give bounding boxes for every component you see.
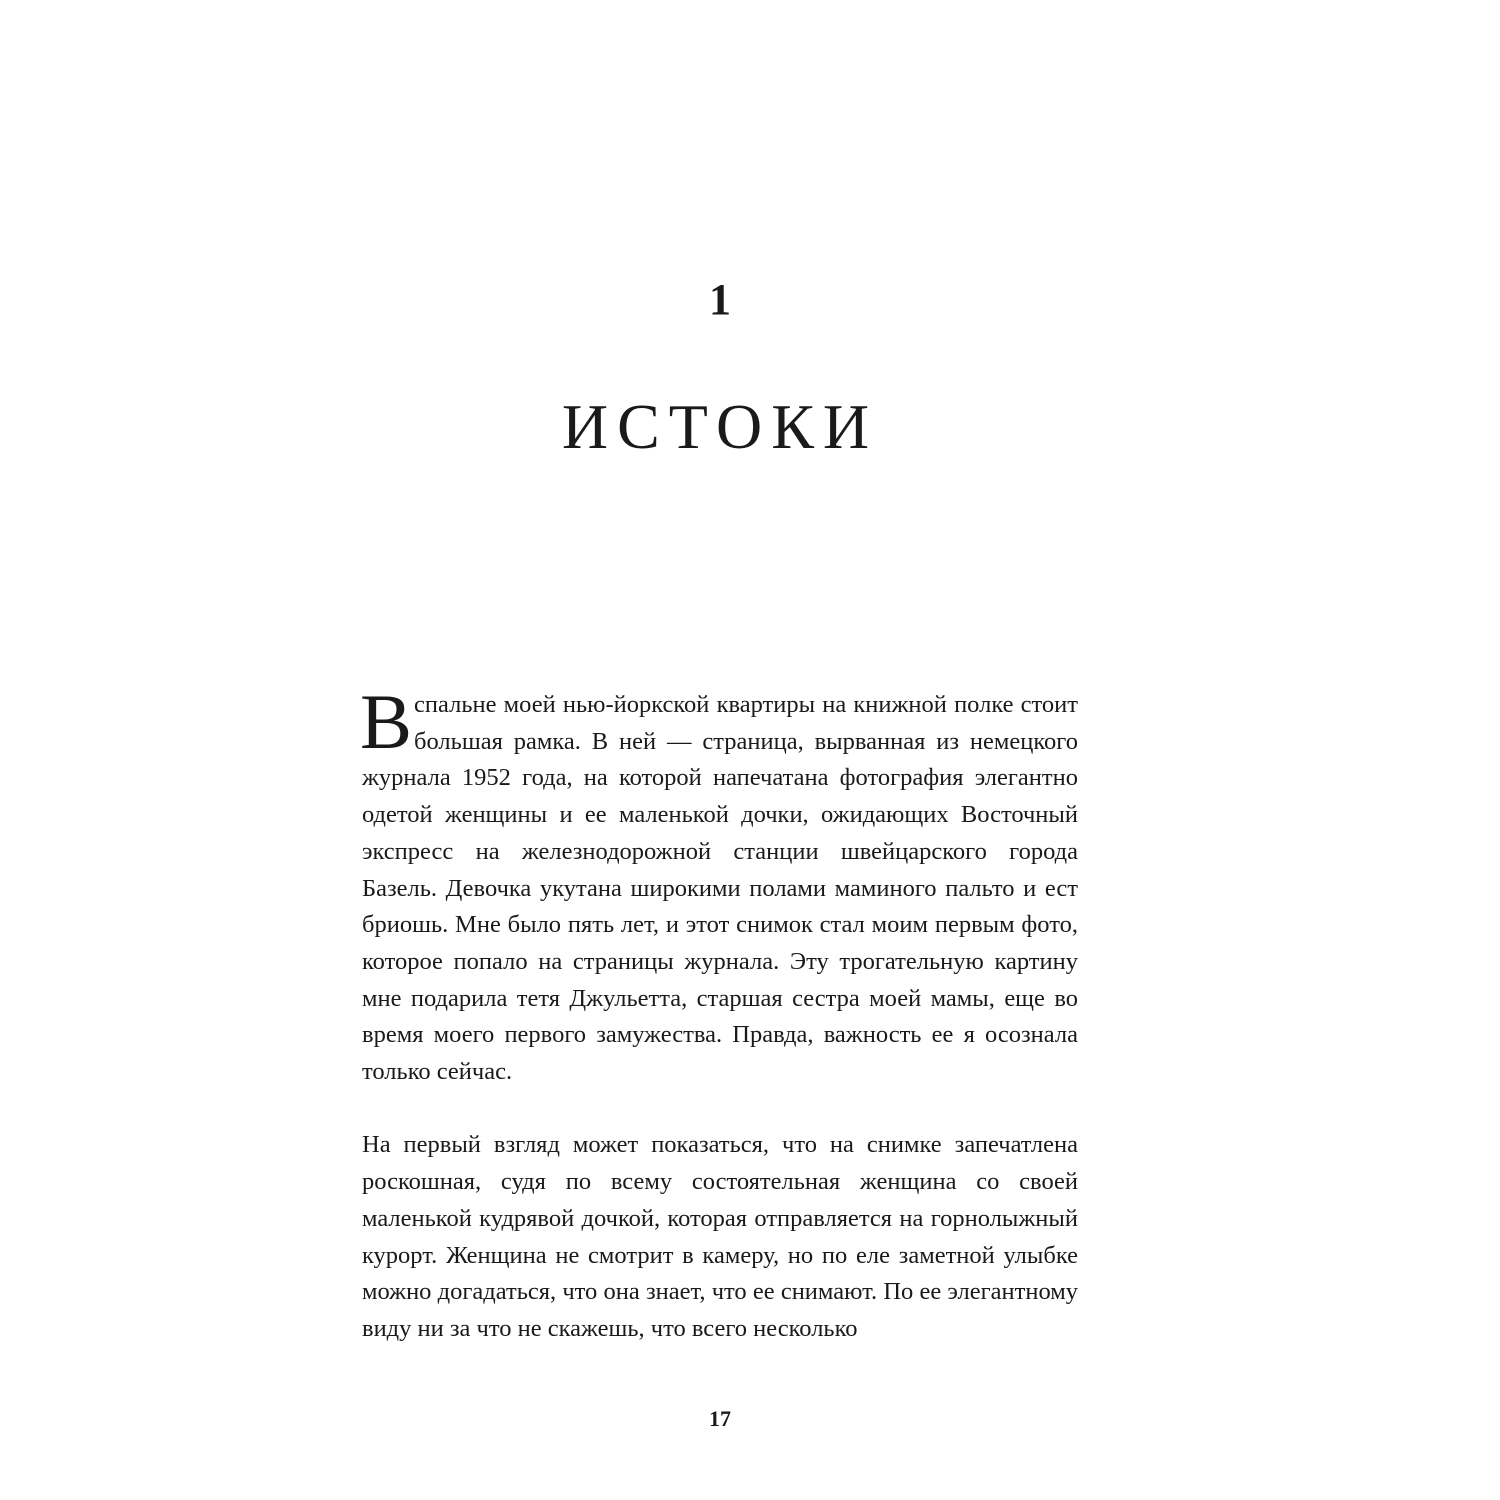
paragraph-2-text: На первый взгляд может показаться, что на снимке запечатлена роскошная, судя по всему состоятельная женщина со своей маленькой кудрявой дочкой, которая отправляется на горнолыжный курорт. Женщина не смотрит в камеру, но по еле заметной улыбке можно догадаться, что она знает, что ее снимают. По ее элегантному виду ни за что не скажешь, что всего несколько [362,1131,1078,1342]
paragraph-1-text: спальне моей нью-йоркской квартиры на книжной полке стоит большая рамка. В ней — страница, вырванная из немецкого журнала 1952 года, на которой напечатана фотография элегантно одетой женщины и ее маленькой дочки, ожидающих Восточный экспресс на железнодорожной станции швейцарского города Базель. Девочка укутана широкими полами маминого пальто и ест бриошь. Мне было пять лет, и этот снимок стал моим первым фото, которое попало на страницы журнала. Эту трогательную картину мне подарила тетя Джульетта, старшая сестра моей мамы, еще во время моего первого замужества. Правда, важность ее я осознала только сейчас. [362,691,1078,1086]
paragraph-2 [362,1127,1078,1347]
chapter-body [360,678,1078,1348]
chapter-number: 1 [709,275,731,324]
chapter-title: ИСТОКИ [561,391,879,462]
drop-cap: В [360,678,413,765]
paragraph-1 [360,678,1078,1091]
page-number: 17 [709,1406,731,1431]
